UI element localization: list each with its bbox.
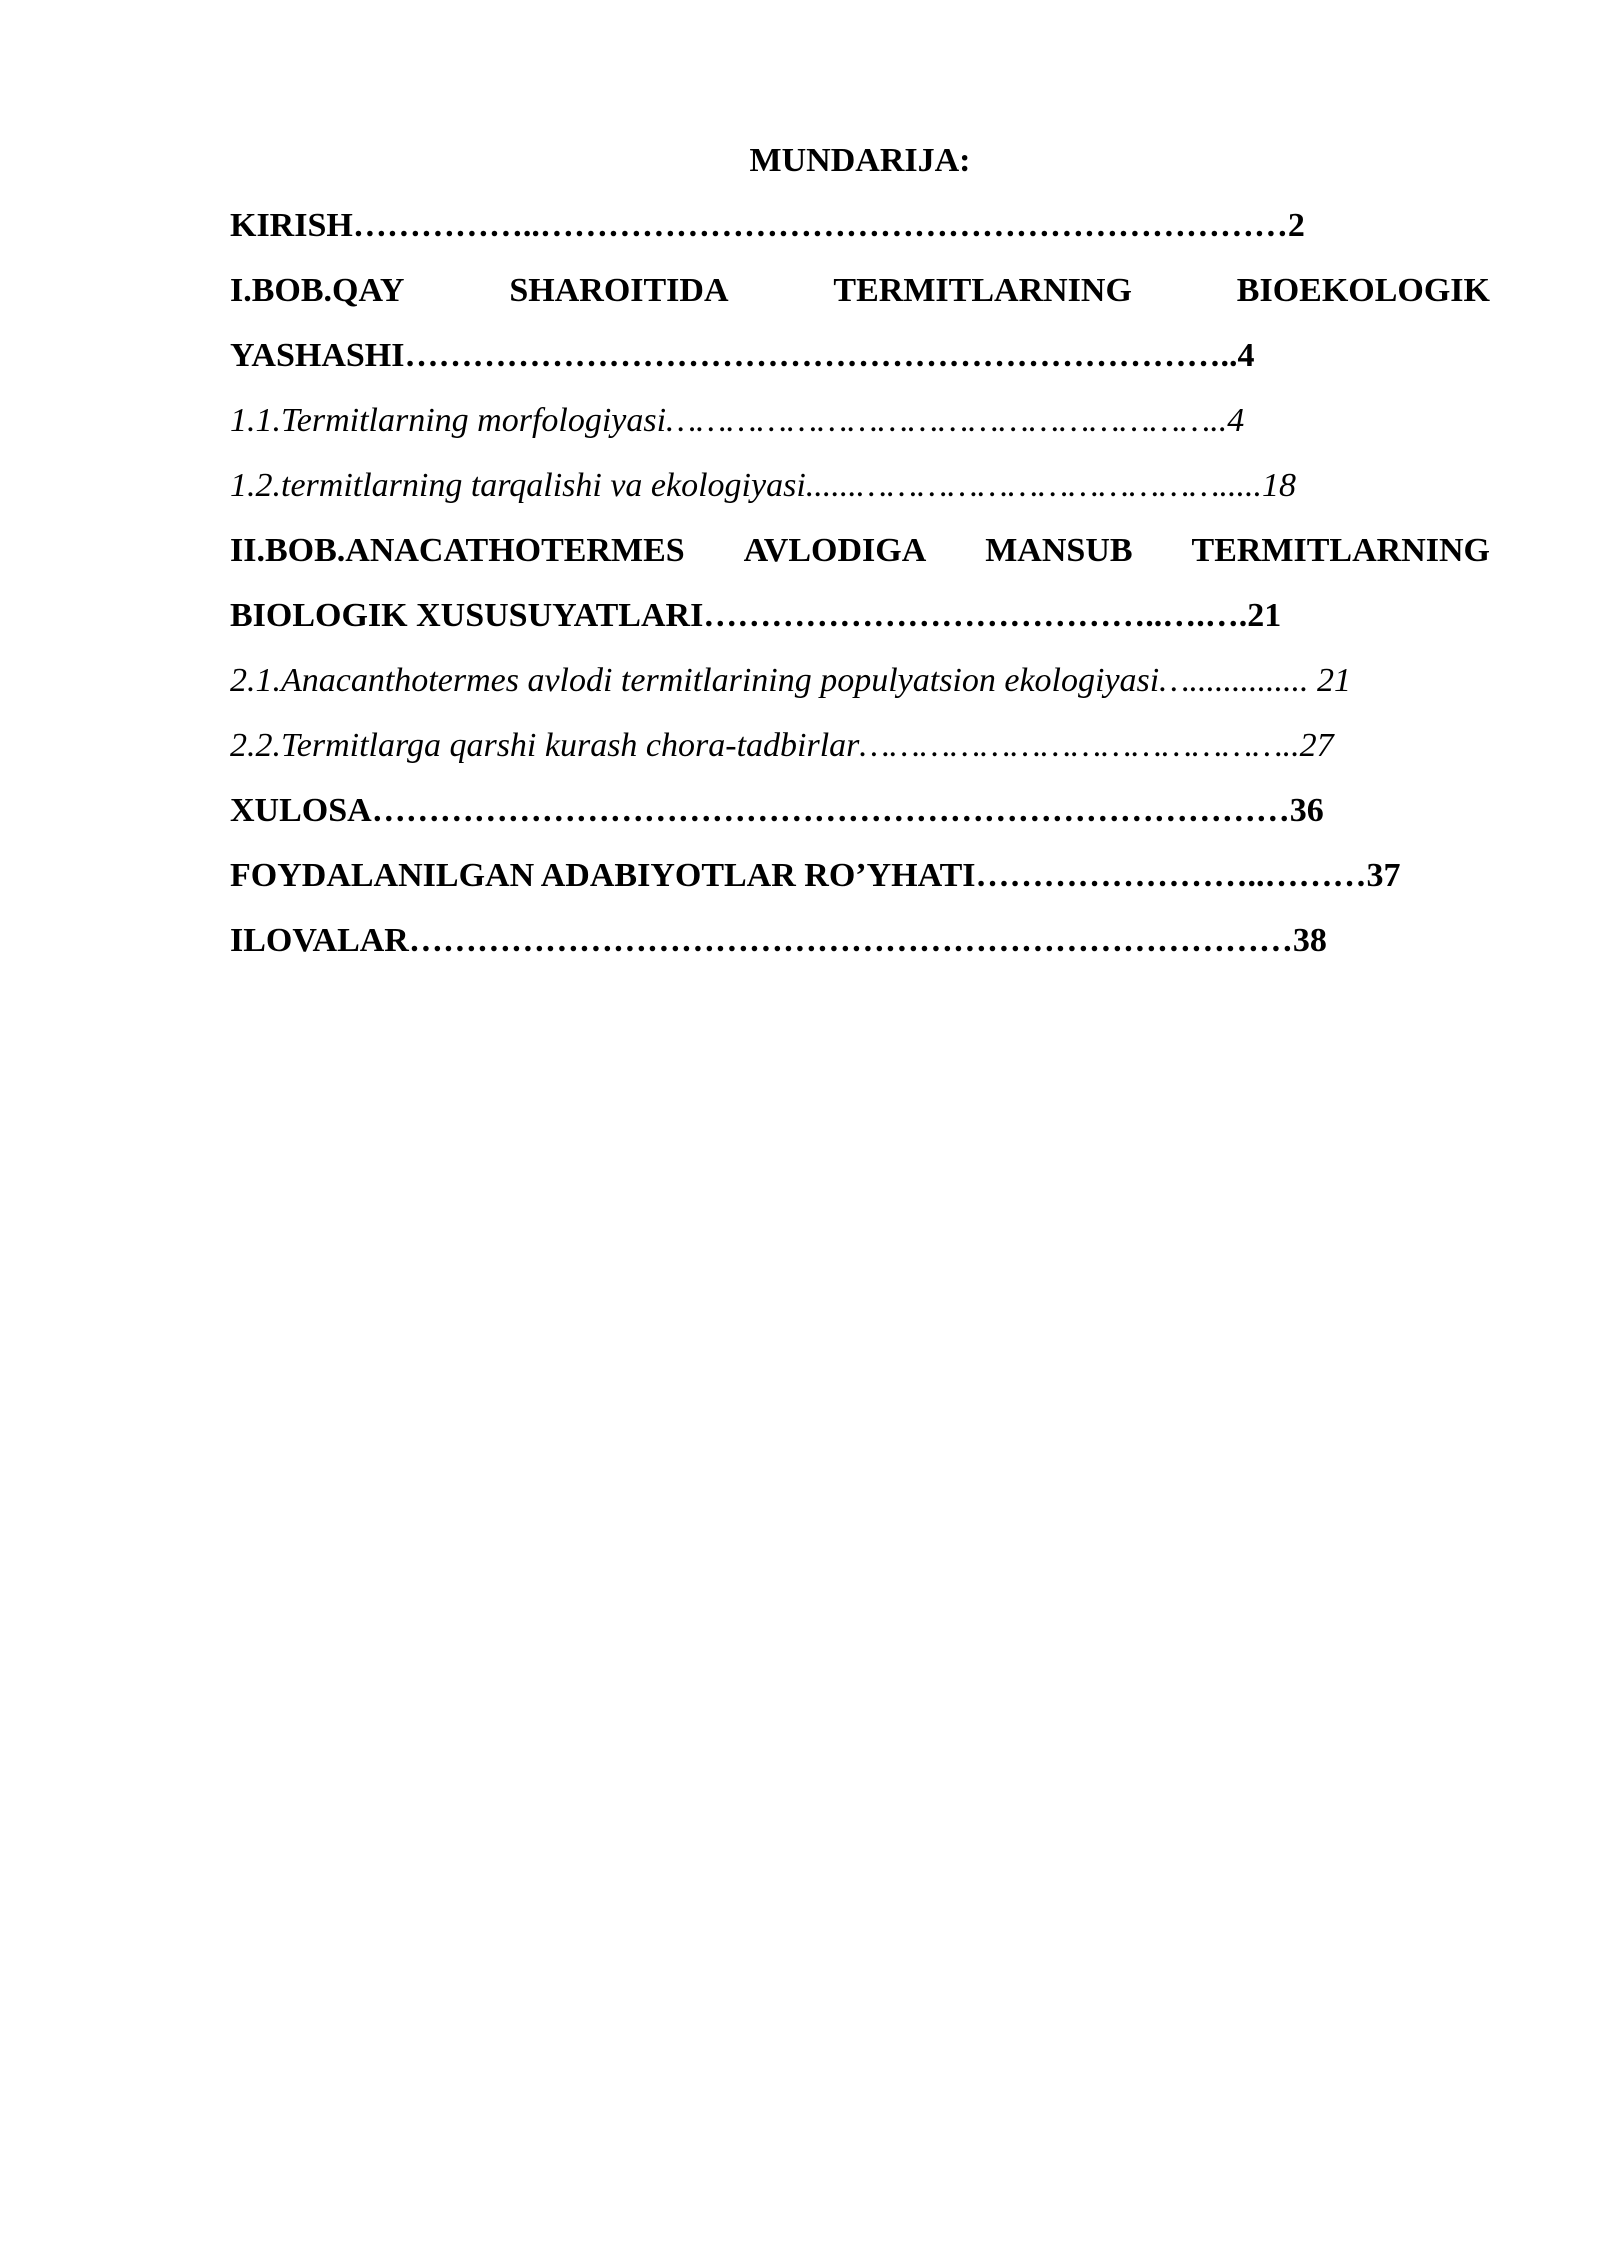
toc-entry-section-2-1: 2.1.Anacanthotermes avlodi termitlarining populyatsion ekologiyasi….............. 21 bbox=[230, 662, 1351, 699]
toc-entry-kirish: KIRISH……………..…………………………………………………………2 bbox=[230, 207, 1305, 244]
toc-word: BIOEKOLOGIK bbox=[1236, 272, 1490, 309]
toc-entry-references: FOYDALANILGAN ADABIYOTLAR RO’YHATI……………………..………37 bbox=[230, 857, 1401, 894]
toc-word: I.BOB.QAY bbox=[230, 272, 405, 309]
toc-entry-section-1-1: 1.1.Termitlarning morfologiyasi………………………………………………..4 bbox=[230, 402, 1245, 439]
toc-word: TERMITLARNING bbox=[1191, 532, 1490, 569]
toc-entry-chapter-1-title bbox=[230, 258, 1490, 323]
toc-entry-ilovalar: ILOVALAR……………………………………………………………………38 bbox=[230, 922, 1327, 959]
toc-word: TERMITLARNING bbox=[833, 272, 1132, 309]
toc-word: AVLODIGA bbox=[743, 532, 927, 569]
toc-entry-chapter-1-continued: YASHASHI………………………………………………………………..4 bbox=[230, 337, 1255, 374]
toc-entry-section-2-2: 2.2.Termitlarga qarshi kurash chora-tadbirlar……………………………………..27 bbox=[230, 727, 1334, 764]
toc-entry-chapter-2-title bbox=[230, 518, 1490, 583]
toc-entry-xulosa: XULOSA………………………………………………………………………36 bbox=[230, 792, 1324, 829]
toc-word: SHAROITIDA bbox=[509, 272, 729, 309]
toc-entry-section-1-2: 1.2.termitlarning tarqalishi va ekologiyasi......……………………………….....18 bbox=[230, 467, 1297, 504]
toc-word: MANSUB bbox=[985, 532, 1133, 569]
table-of-contents bbox=[230, 128, 1490, 973]
toc-heading: MUNDARIJA: bbox=[749, 142, 971, 179]
toc-word: II.BOB.ANACATHOTERMES bbox=[230, 532, 685, 569]
toc-entry-chapter-2-continued: BIOLOGIK XUSUSUYATLARI…………………………………..….….21 bbox=[230, 597, 1282, 634]
